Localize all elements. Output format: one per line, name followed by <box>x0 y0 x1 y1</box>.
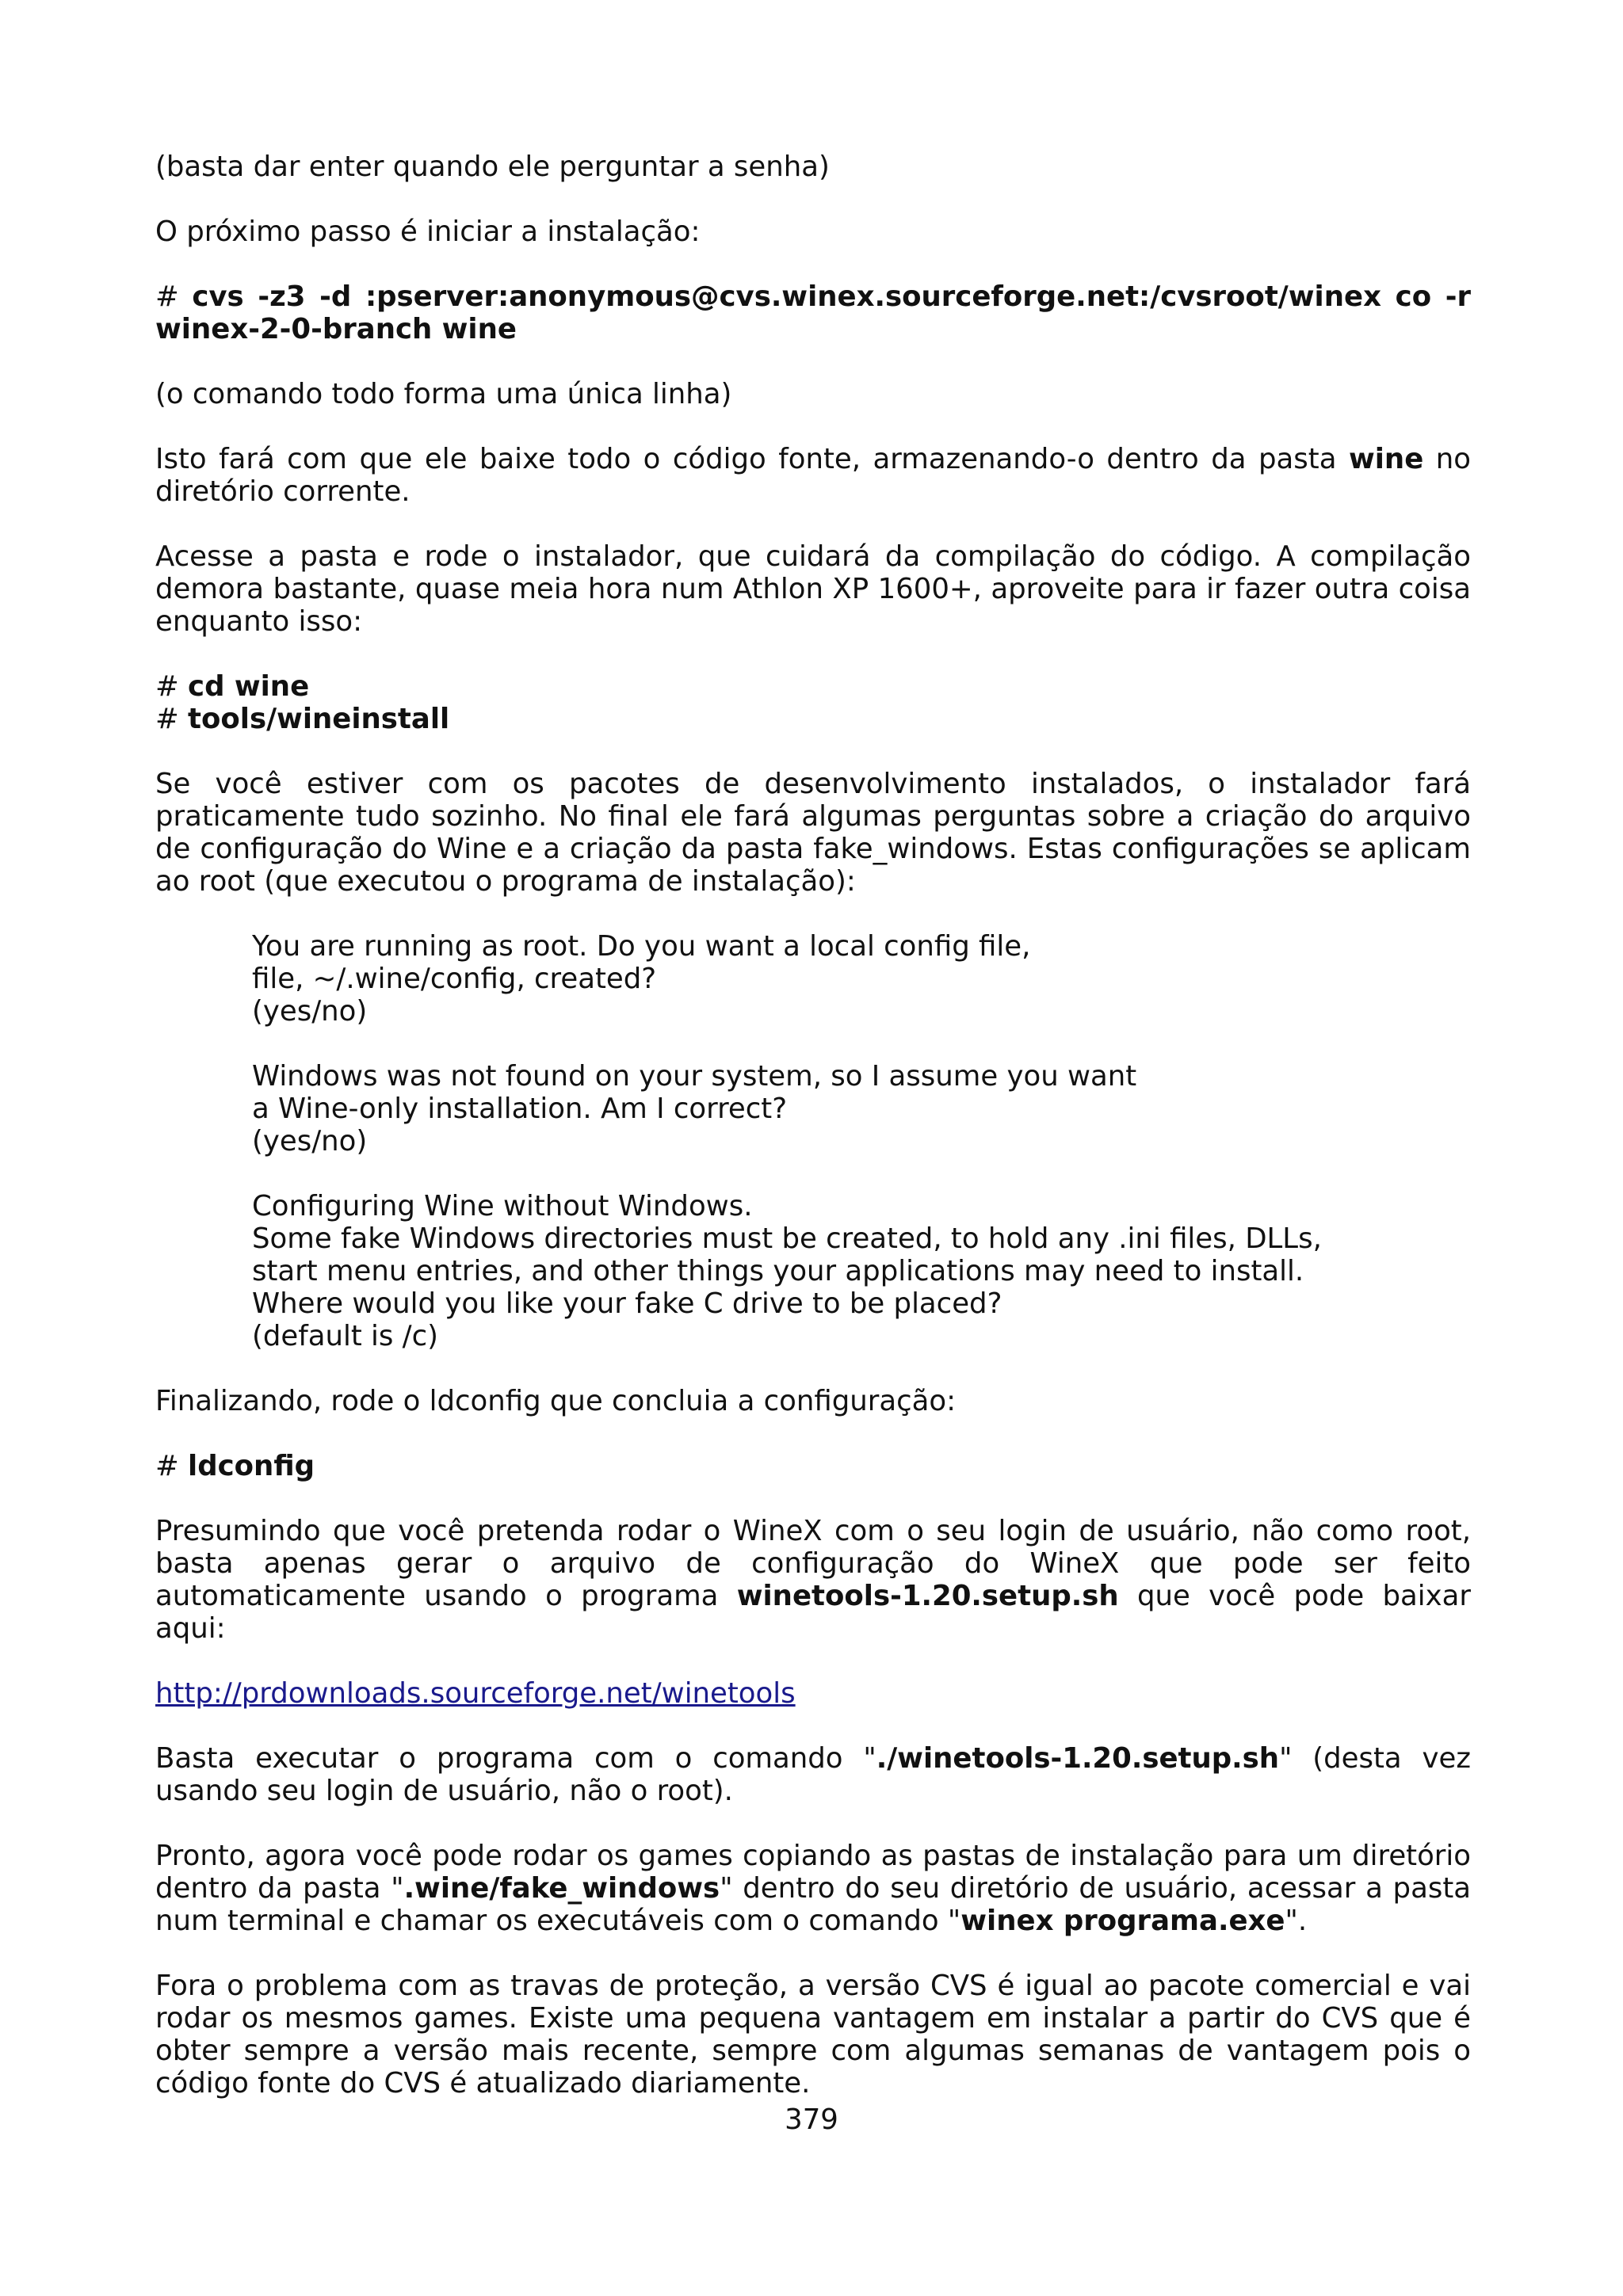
prompt-line: (yes/no) <box>252 995 368 1028</box>
installer-prompt-fake-drive <box>252 1190 1471 1352</box>
paragraph-ldconfig-intro: Finalizando, rode o ldconfig que concluia a configuração: <box>155 1385 957 1417</box>
command-prompt: # <box>155 1450 189 1482</box>
installer-prompt-config <box>252 930 1471 1028</box>
command-line-wineinstall <box>155 703 1471 735</box>
text-segment: Isto fará com que ele baixe todo o código fonte, armazenando-o dentro da pasta <box>155 443 1349 475</box>
bold-segment: winetools-1.20.setup.sh <box>736 1580 1119 1612</box>
command-ldconfig <box>155 1450 1471 1482</box>
text-segment: " (desta vez usando seu login de usuário, não o root). <box>155 1742 1471 1807</box>
text-segment: Basta executar o programa com o comando " <box>155 1742 876 1775</box>
paragraph-run-games <box>155 1840 1471 1937</box>
text-segment: " dentro do seu diretório de usuário, acessar a pasta num terminal e chamar os executáveis com o comando " <box>155 1872 1471 1937</box>
prompt-line: (default is /c) <box>252 1320 439 1352</box>
command-line-cd <box>155 670 1471 703</box>
prompt-line: a Wine-only installation. Am I correct? <box>252 1093 788 1125</box>
command-prompt: # <box>155 670 189 703</box>
prompt-line: Windows was not found on your system, so I assume you want <box>252 1060 1137 1093</box>
paragraph-compile-info: Acesse a pasta e rode o instalador, que cuidará da compilação do código. A compilação demora bastante, quase meia hora num Athlon XP 1600+, aproveite para ir fazer outra coisa enquanto isso: <box>155 540 1471 638</box>
command-text: tools/wineinstall <box>188 703 450 735</box>
paragraph-next-step: O próximo passo é iniciar a instalação: <box>155 215 701 248</box>
paragraph-installer-questions: Se você estiver com os pacotes de desenvolvimento instalados, o instalador fará praticamente tudo sozinho. No final ele fará algumas perguntas sobre a criação do arquivo de configuração do Wine e a criação da pasta fake_windows. Estas configurações se aplicam ao root (que executou o programa de instalação): <box>155 768 1471 898</box>
command-text: cvs -z3 -d :pserver:anonymous@cvs.winex.sourceforge.net:/cvsroot/winex co -r winex-2-0-branch wine <box>155 280 1471 345</box>
command-text: ldconfig <box>188 1450 315 1482</box>
paragraph-password-hint: (basta dar enter quando ele perguntar a senha) <box>155 151 830 183</box>
page-body <box>155 151 1471 2100</box>
paragraph-cvs-advantage: Fora o problema com as travas de proteção, a versão CVS é igual ao pacote comercial e vai rodar os mesmos games. Existe uma pequena vantagem em instalar a partir do CVS que é obter sempre a versão mais recente, sempre com algumas semanas de vantagem pois o código fonte do CVS é atualizado diariamente. <box>155 1970 1471 2100</box>
prompt-line: start menu entries, and other things your applications may need to install. <box>252 1255 1304 1287</box>
text-segment: Presumindo que você pretenda rodar o WineX com o seu login de usuário, não como root, basta apenas gerar o arquivo de configuração do WineX que pode ser feito automaticamente usando o programa <box>155 1515 1471 1612</box>
text-segment: que você pode baixar aqui: <box>155 1580 1471 1645</box>
text-segment: no diretório corrente. <box>155 443 1471 508</box>
prompt-line: Some fake Windows directories must be created, to hold any .ini files, DLLs, <box>252 1222 1322 1255</box>
bold-segment: .wine/fake_windows <box>403 1872 720 1905</box>
paragraph-link <box>155 1677 1471 1710</box>
prompt-line: file, ~/.wine/config, created? <box>252 963 657 995</box>
command-block-install <box>155 670 1471 735</box>
prompt-line: Where would you like your fake C drive to be placed? <box>252 1287 1002 1320</box>
bold-segment: winex programa.exe <box>960 1905 1285 1937</box>
command-prompt: # <box>155 280 193 313</box>
prompt-line: You are running as root. Do you want a local config file, <box>252 930 1031 963</box>
paragraph-download-source <box>155 443 1471 508</box>
prompt-line: Configuring Wine without Windows. <box>252 1190 753 1222</box>
prompt-line: (yes/no) <box>252 1125 368 1158</box>
command-cvs-checkout <box>155 280 1471 345</box>
paragraph-run-setup <box>155 1742 1471 1807</box>
bold-segment: wine <box>1348 443 1424 475</box>
winetools-download-link[interactable]: http://prdownloads.sourceforge.net/winetools <box>155 1677 796 1710</box>
bold-segment: ./winetools-1.20.setup.sh <box>876 1742 1280 1775</box>
text-segment: ". <box>1285 1905 1308 1937</box>
page-number: 379 <box>785 2103 838 2136</box>
text-segment: Pronto, agora você pode rodar os games copiando as pastas de instalação para um diretório dentro da pasta " <box>155 1840 1471 1905</box>
paragraph-winetools <box>155 1515 1471 1645</box>
installer-prompt-wine-only <box>252 1060 1471 1158</box>
command-text: cd wine <box>188 670 310 703</box>
command-prompt: # <box>155 703 189 735</box>
paragraph-single-line-note: (o comando todo forma uma única linha) <box>155 378 732 410</box>
